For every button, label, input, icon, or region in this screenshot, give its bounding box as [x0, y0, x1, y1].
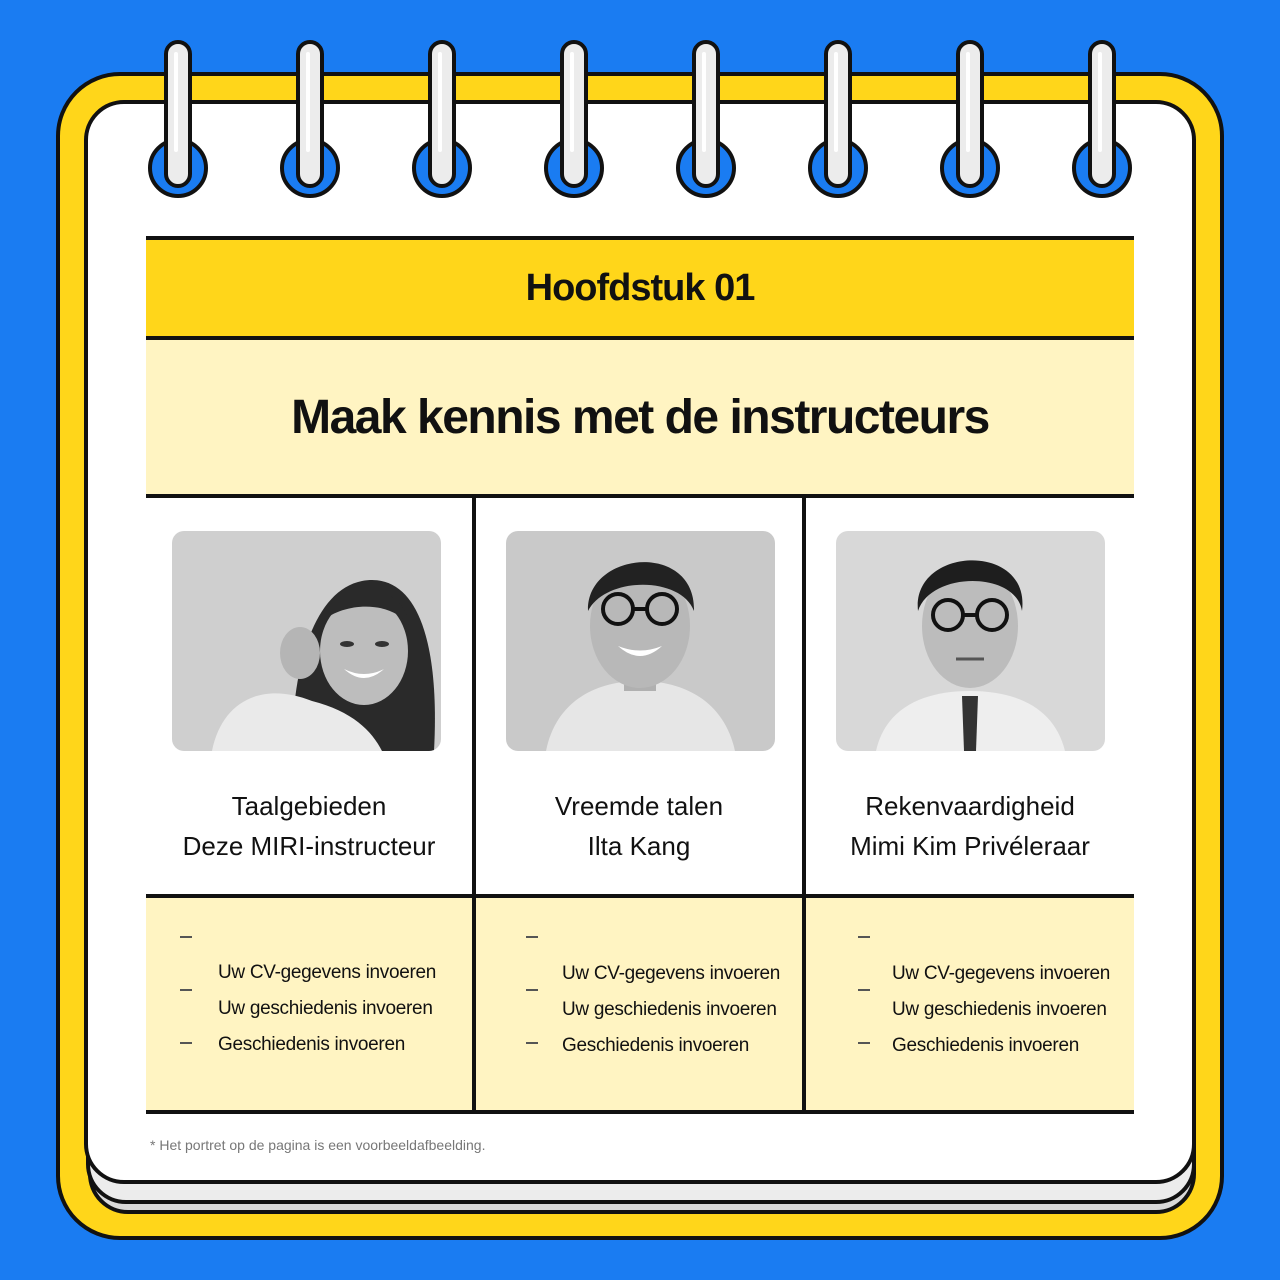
instructor-photo [172, 531, 441, 751]
list-item: Uw geschiedenis invoeren [218, 998, 433, 1019]
dash-markers [858, 936, 872, 1095]
bottom-rule [146, 1110, 1134, 1114]
instructor-list-3 [806, 898, 1134, 1110]
list-item: Uw geschiedenis invoeren [892, 999, 1107, 1020]
list-item: Uw geschiedenis invoeren [562, 999, 777, 1020]
list-item: Uw CV-gegevens invoeren [218, 962, 437, 983]
binding-ring [824, 40, 852, 188]
instructor-photo [506, 531, 775, 751]
instructor-card-3 [806, 498, 1134, 894]
instructor-caption [806, 786, 1134, 866]
instructor-list-2 [476, 898, 802, 1110]
binding-ring [164, 40, 192, 188]
chapter-bar [146, 236, 1134, 340]
instructor-subject: Rekenvaardigheid [865, 791, 1075, 821]
binding-ring [296, 40, 324, 188]
dash-markers [526, 936, 540, 1095]
binding-ring [956, 40, 984, 188]
list-item: Uw CV-gegevens invoeren [892, 963, 1111, 984]
title-band [146, 340, 1134, 498]
instructor-card-2 [476, 498, 802, 894]
instructor-name: Ilta Kang [587, 831, 691, 861]
binding-ring [560, 40, 588, 188]
binding-ring [1088, 40, 1116, 188]
list-item: Geschiedenis invoeren [892, 1035, 1079, 1056]
instructor-caption [146, 786, 472, 866]
dash-markers [180, 936, 194, 1095]
instructor-photo [836, 531, 1105, 751]
page-title: Maak kennis met de instructeurs [291, 390, 989, 444]
instructor-list-1 [146, 898, 472, 1110]
instructor-caption [476, 786, 802, 866]
list-item: Geschiedenis invoeren [218, 1034, 405, 1055]
binding-ring [428, 40, 456, 188]
binding-ring [692, 40, 720, 188]
list-item: Uw CV-gegevens invoeren [562, 963, 781, 984]
instructor-name: Mimi Kim Privéleraar [850, 831, 1090, 861]
list-item: Geschiedenis invoeren [562, 1035, 749, 1056]
instructor-name: Deze MIRI-instructeur [182, 831, 436, 861]
footnote: * Het portret op de pagina is een voorbeeldafbeelding. [150, 1137, 486, 1153]
instructor-subject: Vreemde talen [554, 791, 724, 821]
chapter-label: Hoofdstuk 01 [525, 266, 755, 309]
instructor-card-1 [146, 498, 472, 894]
instructor-subject: Taalgebieden [231, 791, 387, 821]
content-board [146, 236, 1134, 1116]
